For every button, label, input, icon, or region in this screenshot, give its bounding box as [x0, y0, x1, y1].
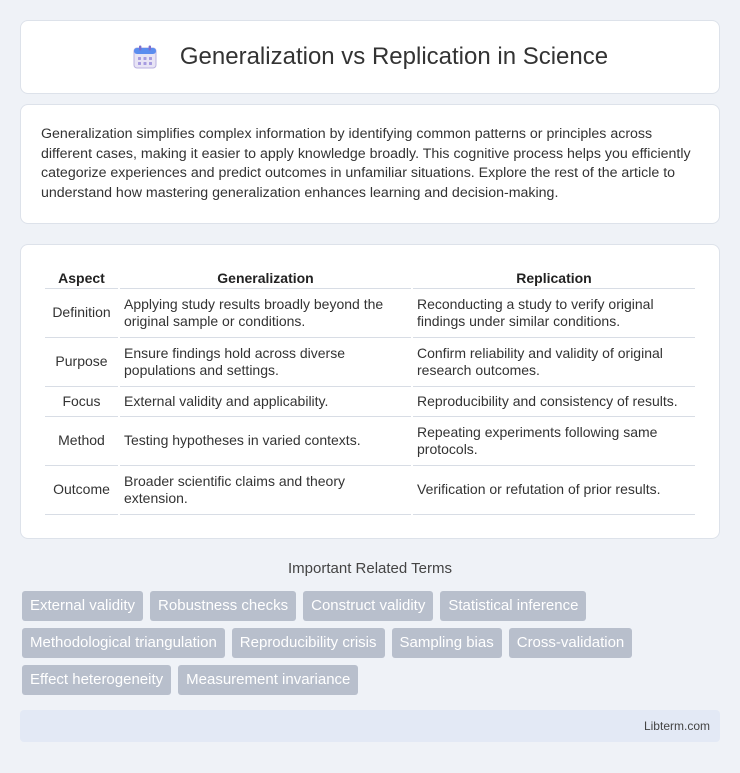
- related-terms-title: Important Related Terms: [288, 560, 452, 577]
- tag-effect-heterogeneity[interactable]: Effect heterogeneity: [22, 665, 171, 695]
- tag-methodological-triangulation[interactable]: Methodological triangulation: [22, 628, 225, 658]
- intro-card: [20, 104, 720, 224]
- tag-external-validity[interactable]: External validity: [22, 591, 143, 621]
- row-replication: Reconducting a study to verify original findings under similar conditions.: [413, 289, 695, 338]
- calendar-icon: [132, 44, 158, 70]
- tag-sampling-bias[interactable]: Sampling bias: [392, 628, 502, 658]
- table-row: [45, 417, 695, 466]
- header-card: [20, 20, 720, 94]
- row-replication: Verification or refutation of prior results.: [413, 466, 695, 515]
- header: [132, 43, 608, 71]
- header-replication: Replication: [413, 265, 695, 289]
- row-generalization: Applying study results broadly beyond the original sample or conditions.: [120, 289, 411, 338]
- tag-measurement-invariance[interactable]: Measurement invariance: [178, 665, 358, 695]
- row-aspect: Purpose: [45, 338, 118, 387]
- page-title: Generalization vs Replication in Science: [179, 43, 609, 70]
- row-generalization: Ensure findings hold across diverse populations and settings.: [120, 338, 411, 387]
- table-row: [45, 289, 695, 338]
- row-generalization: Testing hypotheses in varied contexts.: [120, 417, 411, 466]
- row-replication: Confirm reliability and validity of original research outcomes.: [413, 338, 695, 387]
- tag-reproducibility-crisis[interactable]: Reproducibility crisis: [232, 628, 385, 658]
- row-generalization: Broader scientific claims and theory extension.: [120, 466, 411, 515]
- header-aspect: Aspect: [45, 265, 118, 289]
- footer: [20, 710, 720, 742]
- tag-construct-validity[interactable]: Construct validity: [303, 591, 433, 621]
- row-replication: Reproducibility and consistency of results.: [413, 387, 695, 417]
- tag-statistical-inference[interactable]: Statistical inference: [440, 591, 586, 621]
- row-aspect: Outcome: [45, 466, 118, 515]
- table-row: [45, 387, 695, 417]
- row-aspect: Method: [45, 417, 118, 466]
- row-aspect: Definition: [45, 289, 118, 338]
- comparison-table-card: [20, 244, 720, 539]
- table-row: [45, 466, 695, 515]
- row-generalization: External validity and applicability.: [120, 387, 411, 417]
- comparison-table: [43, 265, 697, 515]
- table-row: [45, 338, 695, 387]
- intro-text: Generalization simplifies complex information by identifying common patterns or principles across different cases, making it easier to apply knowledge broadly. This cognitive process helps you efficiently categorize experiences and predict outcomes in unfamiliar situations. Explore the rest of the article to understand how mastering generalization enhances learning and decision-making.: [41, 126, 691, 201]
- tag-robustness-checks[interactable]: Robustness checks: [150, 591, 296, 621]
- table-header-row: [45, 265, 695, 289]
- tag-cross-validation[interactable]: Cross-validation: [509, 628, 633, 658]
- footer-site-link[interactable]: Libterm.com: [643, 719, 710, 733]
- row-aspect: Focus: [45, 387, 118, 417]
- row-replication: Repeating experiments following same protocols.: [413, 417, 695, 466]
- related-terms-list: [22, 591, 722, 695]
- header-generalization: Generalization: [120, 265, 411, 289]
